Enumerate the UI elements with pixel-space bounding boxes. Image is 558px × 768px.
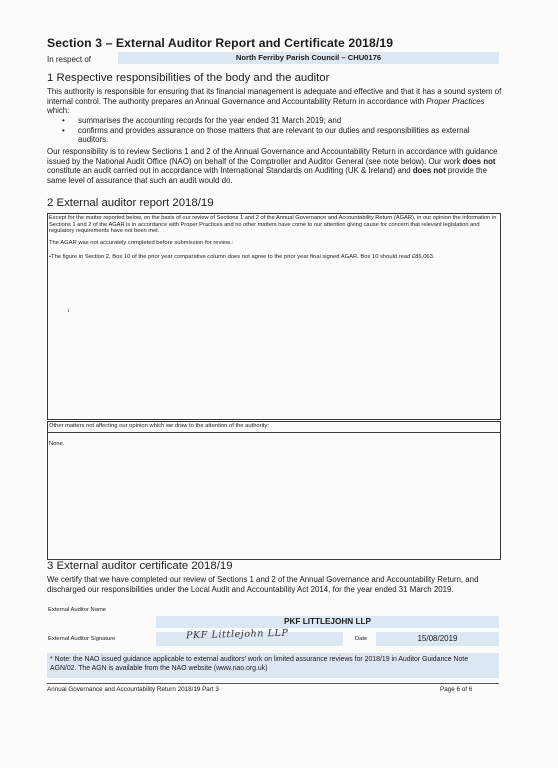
stray-mark	[68, 309, 69, 312]
section1-bullet-list	[62, 116, 498, 145]
other-matters-box	[47, 421, 501, 560]
section-title: Section 3 – External Auditor Report and Certificate 2018/19	[47, 36, 394, 50]
footer-page-number: Page 6 of 6	[440, 686, 473, 693]
footer-divider	[47, 683, 499, 684]
other-matters-header: Other matters not affecting our opinion which we draw to the attention of the authority:	[49, 423, 269, 429]
auditor-signature-label: External Auditor Signature	[48, 636, 116, 642]
section1-paragraph1: This authority is responsible for ensuring that its financial management is adequate and effective and that it has a sound system of internal control. The authority prepares an Annual Governance and Accountability Return in accordance with Proper Practices which:	[47, 87, 502, 116]
section3-paragraph: We certify that we have completed our review of Sections 1 and 2 of the Annual Governance and Accountability Return, and discharged our responsibilities under the Local Audit and Accountability Act 2014, for the year ended 31 March 2019.	[47, 575, 479, 594]
other-matters-value: None.	[49, 441, 65, 447]
list-item: • summarises the accounting records for the year ended 31 March 2019; and	[78, 116, 498, 126]
auditor-report-intro: Except for the matter reported below, on the basis of our review of Sections 1 and 2 of the Annual Governance and Accountability Return (AGAR), in our opinion the information in Sections 1 and 2 of the AGAR is in accordance with Proper Practices and no other matters have come to our attention giving cause for concern that relevant legislation and regulatory requirements have not been met.	[49, 215, 497, 235]
section3-heading: 3 External auditor certificate 2018/19	[47, 560, 233, 572]
auditor-name-field: PKF LITTLEJOHN LLP	[156, 616, 499, 628]
footer-document-title: Annual Governance and Accountability Return 2018/19 Part 3	[47, 686, 219, 693]
in-respect-label: In respect of	[47, 55, 92, 64]
auditor-report-finding: The AGAR was not accurately completed before submission for review.:	[49, 240, 233, 246]
section1-paragraph2: Our responsibility is to review Sections 1 and 2 of the Annual Governance and Accountability Return in accordance with guidance issued by the National Audit Office (NAO) on behalf of the Comptroller and Auditor General (see note below). Our work does not constitute an audit carried out in accordance with International Standards on Auditing (UK & Ireland) and does not provide the same level of assurance that such an audit would do.	[47, 147, 498, 186]
date-label: Date	[355, 636, 368, 642]
in-respect-value: North Ferriby Parish Council – CHU0176	[118, 52, 499, 64]
list-item: • confirms and provides assurance on those matters that are relevant to our duties and responsibilities as external auditors.	[78, 126, 498, 145]
auditor-report-detail: •The figure in Section 2, Box 10 of the prior year comparative column does not agree to the prior year final signed AGAR. Box 10 should read £86,063.	[49, 254, 435, 260]
section1-heading: 1 Respective responsibilities of the body and the auditor	[47, 72, 330, 84]
date-field: 15/08/2019	[376, 632, 499, 646]
section2-heading: 2 External auditor report 2018/19	[47, 197, 214, 209]
divider	[47, 432, 500, 433]
auditor-name-label: External Auditor Name	[48, 607, 106, 613]
handwritten-signature: PKF Littlejohn LLP	[185, 627, 289, 642]
nao-note-text: * Note: the NAO issued guidance applicable to external auditors' work on limited assurance reviews for 2018/19 in Auditor Guidance Note AGN/02. The AGN is available from the NAO website (www.nao.org.uk)	[50, 656, 469, 672]
